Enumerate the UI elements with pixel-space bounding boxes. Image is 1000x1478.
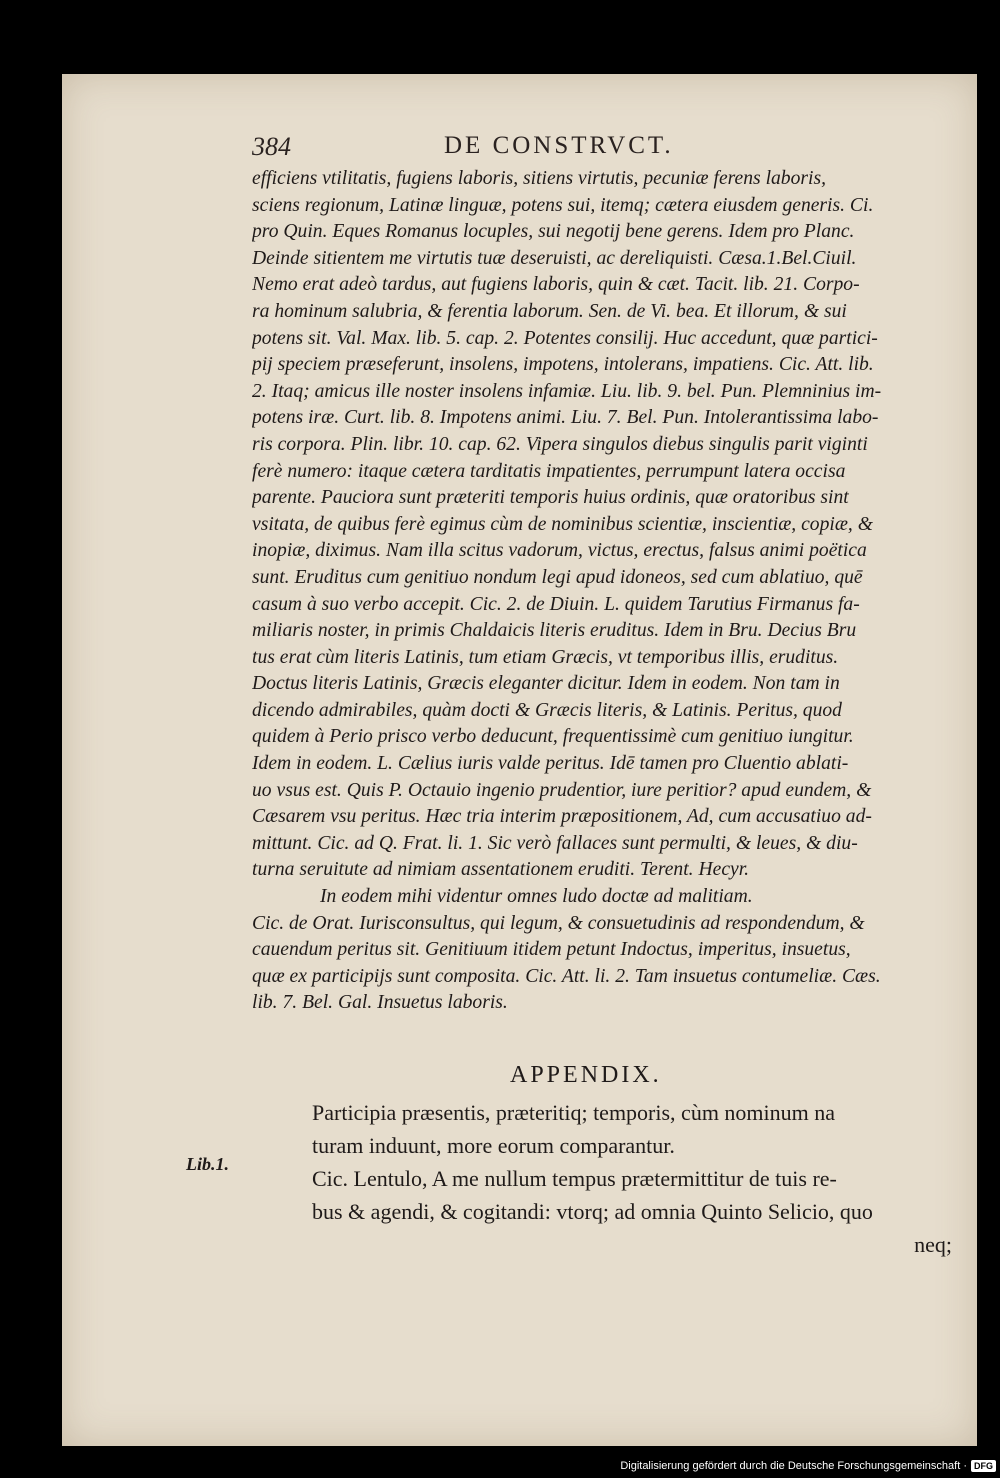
text-line: Doctus literis Latinis, Græcis eleganter dicitur. Idem in eodem. Non tam in	[252, 673, 840, 695]
text-line: cauendum peritus sit. Genitiuum itidem petunt Indoctus, imperitus, insuetus,	[252, 939, 851, 961]
text-line: Cæsarem vsu peritus. Hæc tria interim præpositionem, Ad, cum accusatiuo ad-	[252, 806, 872, 828]
text-line: dicendo admirabiles, quàm docti & Græcis literis, & Latinis. Peritus, quod	[252, 699, 842, 721]
book-page	[62, 74, 977, 1446]
text-line: turna seruitute ad nimiam assentationem eruditi. Terent. Hecyr.	[252, 859, 750, 881]
text-line: uo vsus est. Quis P. Octauio ingenio prudentior, iure peritior? apud eundem, &	[252, 779, 872, 801]
text-line: Deinde sitientem me virtutis tuæ deseruisti, ac dereliquisti. Cæsa.1.Bel.Ciuil.	[252, 247, 857, 269]
text-line: vsitata, de quibus ferè egimus cùm de nominibus scientiæ, inscientiæ, copiæ, &	[252, 513, 873, 535]
text-line: quæ ex participijs sunt composita. Cic. Att. li. 2. Tam insuetus contumeliæ. Cæs.	[252, 965, 881, 987]
page-number: 384	[252, 132, 291, 161]
text-line: ferè numero: itaque cætera tarditatis impatientes, perrumpunt latera occisa	[252, 460, 846, 482]
text-line: miliaris noster, in primis Chaldaicis literis eruditus. Idem in Bru. Decius Bru	[252, 620, 857, 642]
text-line: ra hominum salubria, & ferentia laborum. Sen. de Vi. bea. Et illorum, & sui	[252, 300, 847, 322]
text-line: Cic. de Orat. Iurisconsultus, qui legum, & consuetudinis ad respondendum, &	[252, 912, 865, 934]
footer-text: Digitalisierung gefördert durch die Deutsche Forschungsgemeinschaft ·	[620, 1460, 967, 1472]
text-line: Nemo erat adeò tardus, aut fugiens laboris, quin & cæt. Tacit. lib. 21. Corpo-	[252, 274, 860, 296]
italic-text-block	[252, 166, 940, 1017]
text-line: tus erat cùm literis Latinis, tum etiam Græcis, vt temporibus illis, eruditus.	[252, 646, 839, 668]
running-head	[62, 132, 977, 168]
text-line: parente. Pauciora sunt præteriti temporis huius ordinis, quæ oratoribus sint	[252, 487, 849, 509]
text-line: potens sit. Val. Max. lib. 5. cap. 2. Potentes consilij. Huc accedunt, quæ partici-	[252, 327, 878, 349]
text-line: lib. 7. Bel. Gal. Insuetus laboris.	[252, 992, 508, 1014]
marginal-note: Lib.1.	[186, 1154, 229, 1174]
text-line: sciens regionum, Latinæ linguæ, potens sui, itemq; cætera eiusdem generis. Ci.	[252, 194, 874, 216]
roman-text-block	[312, 1096, 952, 1261]
text-line: pij speciem præseferunt, insolens, impotens, intolerans, impatiens. Cic. Att. lib.	[252, 354, 874, 376]
text-line: efficiens vtilitatis, fugiens laboris, sitiens virtutis, pecuniæ ferens laboris,	[252, 168, 826, 189]
verse-quotation: In eodem mihi videntur omnes ludo doctæ ad malitiam.	[320, 886, 753, 908]
digitization-footer	[620, 1460, 996, 1472]
text-line: Cic. Lentulo, A me nullum tempus prætermittitur de tuis re-	[312, 1166, 837, 1191]
text-line: ris corpora. Plin. libr. 10. cap. 62. Vipera singulos diebus singulis parit viginti	[252, 433, 868, 455]
text-line: sunt. Eruditus cum genitiuo nondum legi apud idoneos, sed cum ablatiuo, quē	[252, 566, 863, 588]
text-line: potens iræ. Curt. lib. 8. Impotens animi. Liu. 7. Bel. Pun. Intolerantissima labo-	[252, 407, 879, 429]
text-line: Idem in eodem. L. Cælius iuris valde peritus. Idē tamen pro Cluentio ablati-	[252, 753, 849, 775]
text-line: bus & agendi, & cogitandi: vtorq; ad omnia Quinto Selicio, quo	[312, 1199, 873, 1224]
dfg-logo: DFG	[971, 1460, 996, 1472]
section-heading: APPENDIX.	[510, 1062, 662, 1088]
text-line: casum à suo verbo accepit. Cic. 2. de Diuin. L. quidem Tarutius Firmanus fa-	[252, 593, 860, 615]
text-line: mittunt. Cic. ad Q. Frat. li. 1. Sic verò fallaces sunt permulti, & leues, & diu-	[252, 832, 858, 854]
catchword: neq;	[914, 1232, 952, 1257]
text-line: turam induunt, more eorum comparantur.	[312, 1133, 675, 1158]
text-line: quidem à Perio prisco verbo deducunt, frequentissimè cum genitiuo iungitur.	[252, 726, 854, 748]
running-title: DE CONSTRVCT.	[444, 132, 674, 159]
text-line: 2. Itaq; amicus ille noster insolens infamiæ. Liu. lib. 9. bel. Pun. Plemninius im-	[252, 380, 882, 402]
text-line: inopiæ, diximus. Nam illa scitus vadorum, victus, erectus, falsus animi poëtica	[252, 540, 867, 562]
text-line: Participia præsentis, præteritiq; temporis, cùm nominum na	[312, 1100, 836, 1125]
text-line: pro Quin. Eques Romanus locuples, sui negotij bene gerens. Idem pro Planc.	[252, 221, 855, 243]
